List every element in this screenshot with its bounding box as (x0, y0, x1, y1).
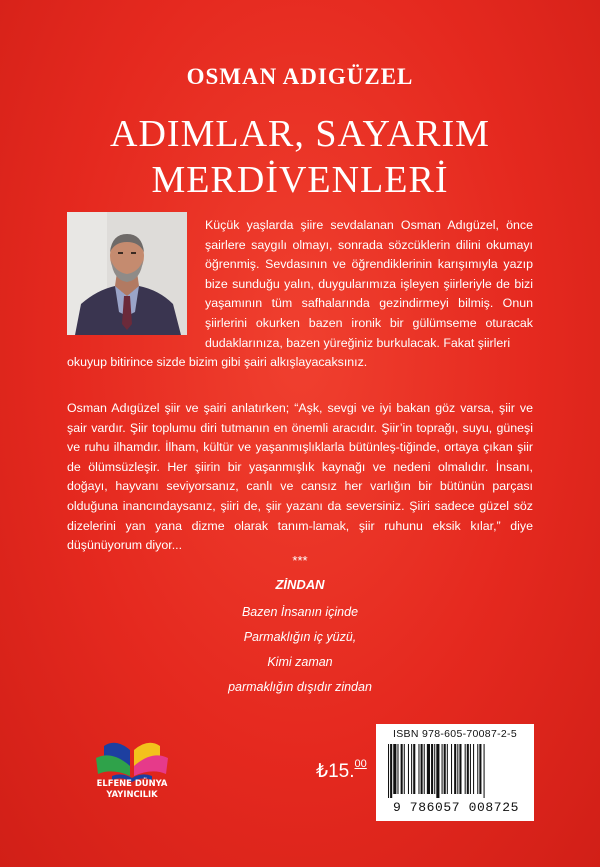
barcode-bar (470, 744, 471, 794)
section-separator: *** (292, 553, 308, 568)
barcode-bar (447, 744, 448, 794)
barcode-bar (436, 744, 439, 798)
barcode-bar (459, 744, 461, 794)
intro-paragraph: Küçük yaşlarda şiire sevdalanan Osman Adıgüzel, önce şairlere saygılı olmayı, sonrada sözcüklerin dilini okumayı öğrenmiş. Sevdasının ve öğrendiklerinin karışımıyla yazıp bize sunduğu yalın, duygularımıza işleyen şiirleriyle de bizi yaşamının tüm safhalarında gezindirmeyi bilmiş. Onun şiirlerini okurken bazen ironik bir gülümseme oturacak dudaklarınıza, bazen yüreğiniz burkulacak. Fakat şiirleri (205, 218, 533, 350)
publisher-name-line-1: ELFENE DÜNYA (96, 778, 168, 788)
barcode-bar (424, 744, 425, 794)
barcode-bar (401, 744, 403, 794)
barcode-bar (465, 744, 466, 794)
publisher-name-line-2: YAYINCILIK (106, 789, 158, 799)
barcode-bar (467, 744, 469, 794)
poem-line: parmaklığın dışıdır zindan (228, 680, 372, 694)
barcode-bar (457, 744, 458, 794)
barcode-bar (404, 744, 405, 794)
publisher-name (72, 778, 192, 800)
barcode-bar (444, 744, 446, 794)
isbn-text: ISBN 978-605-70087-2-5 (393, 728, 517, 740)
barcode-bar (451, 744, 452, 794)
barcode-bar (393, 744, 396, 794)
barcode-bar (484, 744, 485, 798)
book-title-line-2: MERDİVENLERİ (151, 159, 449, 201)
poem-line: Parmaklığın iç yüzü, (243, 630, 357, 644)
author-photo (67, 212, 187, 335)
barcode-bar (408, 744, 409, 794)
author-name: OSMAN ADIGÜZEL (186, 64, 414, 89)
poem-title: ZİNDAN (275, 577, 325, 592)
price-cents: 00 (354, 758, 367, 770)
barcode-bar (431, 744, 433, 794)
barcode-bars (386, 744, 526, 798)
barcode-bar (397, 744, 398, 794)
isbn-barcode (376, 724, 534, 821)
poem-line: Bazen İnsanın içinde (241, 605, 359, 619)
barcode-bar (434, 744, 435, 794)
barcode-bar (427, 744, 430, 794)
quote-paragraph: Osman Adıgüzel şiir ve şairi anlatırken; “Aşk, sevgi ve iyi bakan göz varsa, şiir ve şair vardır. Şiir toplumu diri tutmanın en önemli aracıdır. Şiir’in toprağı, suyu, güneşi ve ruhu ilhamdır. İlham, kültür ve yaşanmışlıklarla bütünleş-tiğinde, ortaya çıkan şiir de ölümsüzleşir. Her şiirin bir yaşanmışlık kaynağı ve nedeni olmalıdır. İnsanı, doğayı, hayvanı seviyorsanız, canlı ve cansız her varlığın bir bütünün parçası olduğuna inancındaysanız, şiiri de, şiir yazanı da seversiniz. Şiiri sadece güzel söz dizelerini yan yana dizme olarak tanım-lamak, şiir ruhunu eksik kılar,” diye düşünüyorum diyor... (67, 401, 533, 553)
poem-line: Kimi zaman (267, 655, 333, 669)
author-portrait-image (67, 212, 187, 335)
price-label (316, 760, 367, 783)
barcode-bar (473, 744, 474, 794)
book-title-line-1: ADIMLAR, SAYARIM (110, 113, 490, 155)
price-main: ₺15. (316, 761, 355, 782)
barcode-bar (413, 744, 415, 794)
barcode-bar (411, 744, 412, 794)
barcode-bar (479, 744, 481, 794)
barcode-bar (454, 744, 456, 794)
barcode-bar (390, 744, 392, 798)
barcode-bar (442, 744, 443, 794)
barcode-bar (388, 744, 389, 798)
barcode-bar (477, 744, 478, 794)
barcode-bar (421, 744, 423, 794)
barcode-digits: 9 786057 008725 (392, 800, 520, 815)
intro-paragraph-end: okuyup bitirince sizde bizim gibi şairi alkışlayacaksınız. (67, 355, 368, 369)
barcode-bar (418, 744, 419, 794)
